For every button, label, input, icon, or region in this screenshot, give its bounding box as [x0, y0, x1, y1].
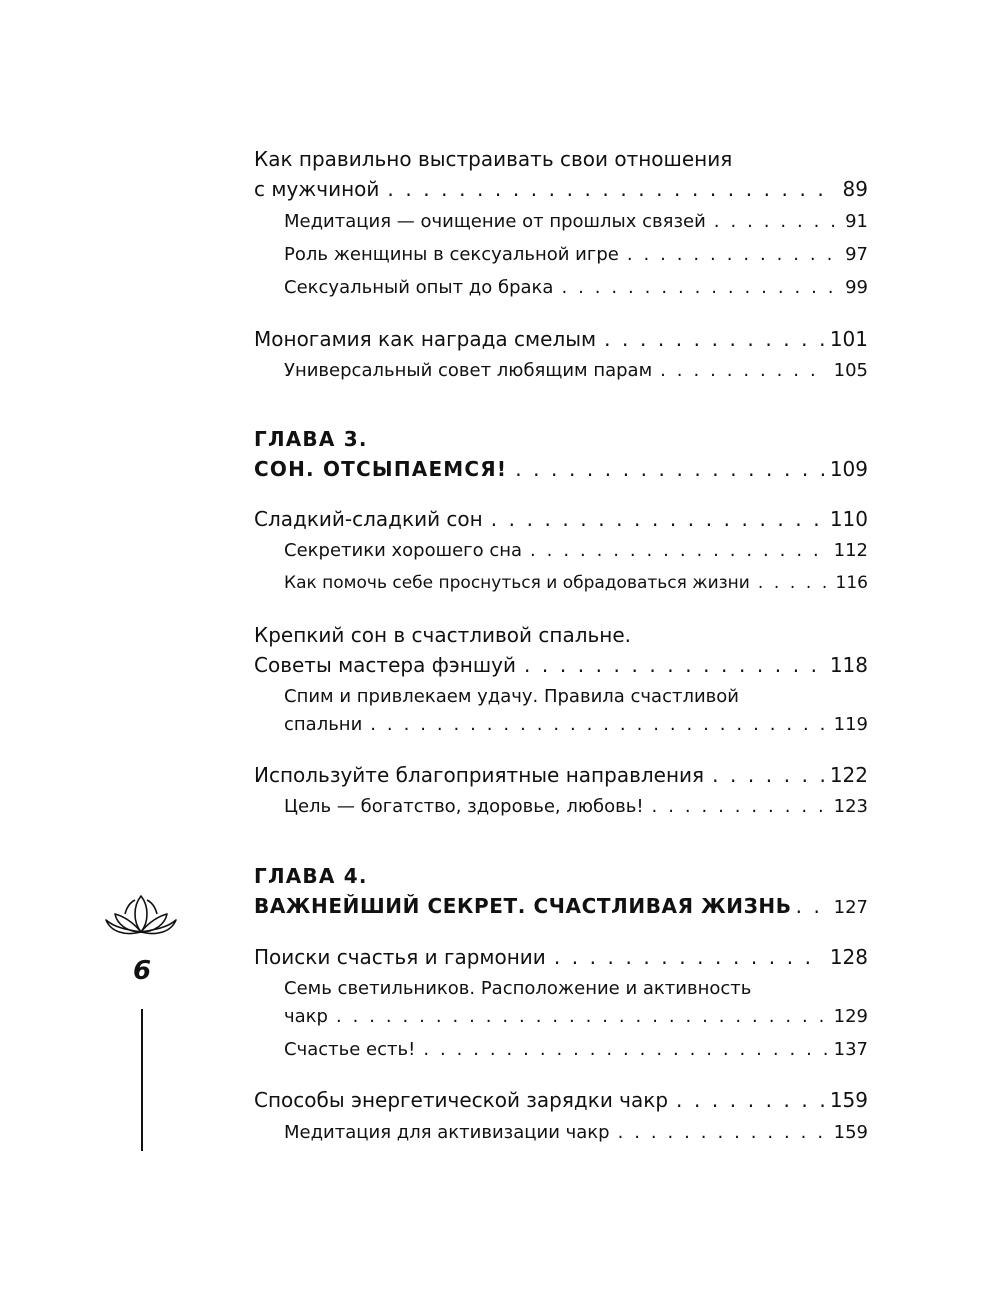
- page-number: 119: [833, 714, 868, 735]
- page-number: 89: [842, 177, 868, 201]
- toc-entry[interactable]: [254, 947, 868, 967]
- toc-entry-label: Способы энергетической зарядки чакр: [254, 1088, 669, 1112]
- page-number: 123: [833, 796, 868, 817]
- toc-subentry-title: [284, 688, 739, 706]
- page-number: 128: [829, 945, 868, 969]
- chapter-title: ВАЖНЕЙШИЙ СЕКРЕТ. СЧАСТЛИВАЯ ЖИЗНЬ: [254, 894, 792, 918]
- page-number: 127: [833, 897, 868, 918]
- toc-entry[interactable]: [254, 1090, 868, 1110]
- toc-entry-title: [254, 625, 631, 645]
- toc-entry-label: Поиски счастья и гармонии: [254, 945, 546, 969]
- toc-entry[interactable]: [254, 509, 868, 529]
- leader-dots: [676, 1090, 824, 1110]
- toc-subentry[interactable]: [284, 1008, 868, 1026]
- toc-entry-label: Роль женщины в сексуальной игре: [284, 244, 619, 265]
- toc-entry-label: Советы мастера фэншуй: [254, 653, 516, 677]
- lotus-icon: [103, 892, 179, 942]
- toc-entry-title: [254, 149, 732, 169]
- toc-subentry[interactable]: [284, 246, 868, 264]
- toc-subentry[interactable]: [284, 213, 868, 231]
- toc-subentry[interactable]: [284, 575, 868, 592]
- toc-subentry[interactable]: [284, 798, 868, 816]
- leader-dots: [652, 798, 828, 816]
- chapter-title: СОН. ОТСЫПАЕМСЯ!: [254, 457, 508, 481]
- page-number: 129: [833, 1006, 868, 1027]
- page-number: 118: [829, 653, 868, 677]
- toc-entry-label: Универсальный совет любящим парам: [284, 360, 653, 381]
- toc-entry-label: Как правильно выстраивать свои отношения: [254, 147, 733, 171]
- page-number: 97: [845, 244, 868, 265]
- page-number: 110: [829, 507, 868, 531]
- leader-dots: [627, 246, 839, 264]
- leader-dots: [604, 329, 824, 349]
- page-number: 99: [845, 277, 868, 298]
- page-number: 112: [833, 540, 868, 561]
- page-number: 159: [833, 1122, 868, 1143]
- toc-entry-label: с мужчиной: [254, 177, 380, 201]
- toc-entry-label: спальни: [284, 714, 363, 735]
- toc-subentry[interactable]: [284, 542, 868, 560]
- leader-dots: [336, 1008, 828, 1026]
- toc-entry-label: Как помочь себе проснуться и обрадоваться жизни: [284, 573, 750, 593]
- toc-entry[interactable]: [254, 329, 868, 349]
- chapter-label: ГЛАВА 3.: [254, 427, 368, 451]
- leader-dots: [387, 179, 836, 199]
- leader-dots: [370, 716, 827, 734]
- page-number: 116: [835, 573, 868, 593]
- toc-entry-label: Семь светильников. Расположение и активность: [284, 978, 752, 999]
- chapter-number: [254, 429, 368, 449]
- leader-dots: [660, 362, 827, 380]
- toc-entry-label: Цель — богатство, здоровье, любовь!: [284, 796, 644, 817]
- leader-dots: [758, 575, 830, 592]
- leader-dots: [712, 765, 824, 785]
- toc-entry-label: Счастье есть!: [284, 1039, 416, 1060]
- leader-dots: [714, 213, 839, 231]
- toc-subentry[interactable]: [284, 1124, 868, 1142]
- toc-subentry-title: [284, 980, 751, 998]
- toc-subentry[interactable]: [284, 362, 868, 380]
- toc-entry-label: Крепкий сон в счастливой спальне.: [254, 623, 632, 647]
- toc-entry-label: Спим и привлекаем удачу. Правила счастливой: [284, 686, 739, 707]
- leader-dots: [423, 1041, 827, 1059]
- page-number: 91: [845, 211, 868, 232]
- toc-subentry[interactable]: [284, 279, 868, 297]
- leader-dots: [618, 1124, 828, 1142]
- toc-entry-label: Моногамия как награда смелым: [254, 327, 597, 351]
- leader-dots: [561, 279, 839, 297]
- page-number: 137: [833, 1039, 868, 1060]
- toc-entry[interactable]: [254, 179, 868, 199]
- page-number: 101: [829, 327, 868, 351]
- toc-entry[interactable]: [254, 765, 868, 785]
- leader-dots: [554, 947, 824, 967]
- page-number: 109: [829, 457, 868, 481]
- leader-dots: [491, 509, 824, 529]
- leader-dots: [524, 655, 824, 675]
- toc-entry-label: Сладкий-сладкий сон: [254, 507, 483, 531]
- chapter-label: ГЛАВА 4.: [254, 864, 368, 888]
- toc-entry-label: Используйте благоприятные направления: [254, 763, 705, 787]
- leader-dots: [796, 896, 828, 916]
- chapter-entry[interactable]: [254, 896, 868, 917]
- leader-dots: [530, 542, 828, 560]
- toc-subentry[interactable]: [284, 1041, 868, 1059]
- toc-entry-label: Медитация — очищение от прошлых связей: [284, 211, 706, 232]
- toc-subentry[interactable]: [284, 716, 868, 734]
- toc-entry[interactable]: [254, 655, 868, 675]
- toc-entry-label: Медитация для активизации чакр: [284, 1122, 610, 1143]
- page-number: 159: [829, 1088, 868, 1112]
- toc-entry-label: Секретики хорошего сна: [284, 540, 523, 561]
- chapter-number: [254, 866, 368, 886]
- chapter-entry[interactable]: [254, 459, 868, 479]
- page-number-folio: 6: [132, 956, 152, 986]
- toc-entry-label: чакр: [284, 1006, 328, 1027]
- page-number: 122: [829, 763, 868, 787]
- toc-entry-label: Сексуальный опыт до брака: [284, 277, 554, 298]
- page-number: 105: [833, 360, 868, 381]
- vertical-rule: [141, 1009, 143, 1151]
- leader-dots: [515, 459, 824, 479]
